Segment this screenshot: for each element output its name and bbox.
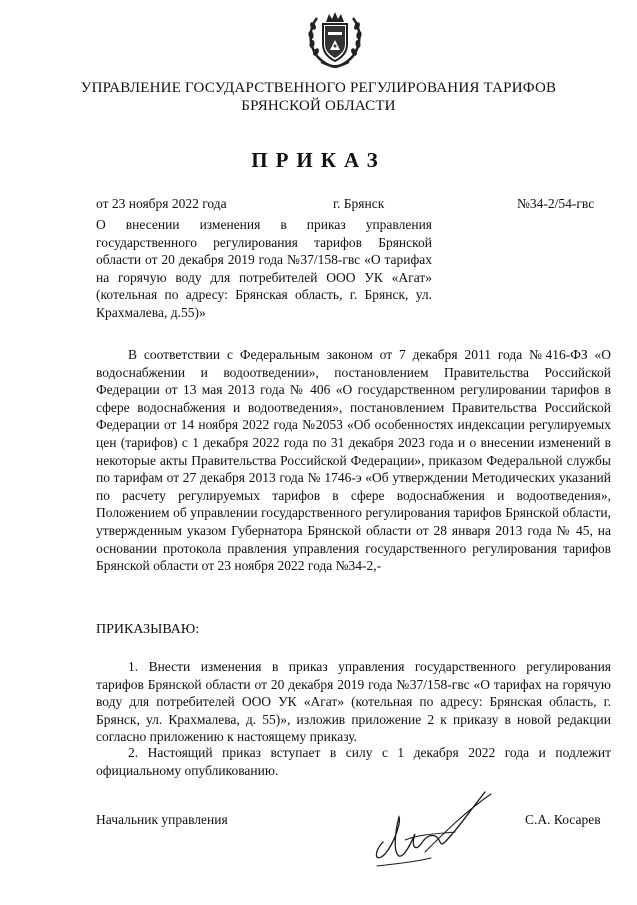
order-city: г. Брянск [333,196,385,211]
order-item-1: 1. Внести изменения в приказ управления государственного регулирования тарифов Брянской области от 20 декабря 2019 года №37/158-гвс «О тарифах на горячую воду для потребителей ООО УК «Агат» (котельная по адресу: Брянская область, г. Брянск, ул. Крахмалева, д. 55)», изложив приложение 2 к приказу в новой редакции согласно приложению к настоящему приказу. [96,659,611,745]
coat-of-arms-icon [303,10,367,72]
order-item-2: 2. Настоящий приказ вступает в силу с 1 декабря 2022 года и подлежит официальному опубликованию. [96,745,611,778]
order-date: от 23 ноября 2022 года [96,196,227,211]
signatory-name: С.А. Косарев [525,812,601,827]
signatory-role: Начальник управления [96,812,228,827]
order-directive-heading: ПРИКАЗЫВАЮ: [96,622,200,637]
order-subject: О внесении изменения в приказ управления государственного регулирования тарифов Брянской области от 20 декабря 2019 года №37/158-гвс «О тарифах на горячую воду для потребителей ООО УК «Агат» (котельная по адресу: Брянская область, г. Брянск, ул. Крахмалева, д.55)» [96,217,432,320]
preamble-paragraph: В соответствии с Федеральным законом от 7 декабря 2011 года №416-ФЗ «О водоснабжении и водоотведении», постановлением Правительства Российской Федерации от 13 мая 2013 года № 406 «О государственном регулировании тарифов в сфере водоснабжения и водоотведения», постановлением Правительства Российской Федерации от 14 ноября 2022 года №2053 «Об особенностях индексации регулируемых цен (тарифов) с 1 декабря 2022 года по 31 декабря 2023 года и о внесении изменений в некоторые акты Правительства Российской Федерации», приказом Федеральной службы по тарифам от 27 декабря 2013 года № 1746-э «Об утверждении Методических указаний по расчету регулируемых тарифов в сфере водоснабжения и водоотведения», Положением об управлении государственного регулирования тарифов Брянской области, утвержденным указом Губернатора Брянской области от 28 января 2013 года № 45, на основании протокола правления управления государственного регулирования тарифов Брянской области от 23 ноября 2022 года №34-2,- [96,347,611,574]
organization-name-line1: УПРАВЛЕНИЕ ГОСУДАРСТВЕННОГО РЕГУЛИРОВАНИЯ ТАРИФОВ [80,80,557,96]
document-title: ПРИКАЗ [251,148,386,172]
handwritten-signature [365,782,495,872]
organization-name-line2: БРЯНСКОЙ ОБЛАСТИ [241,98,396,114]
order-number: №34-2/54-гвс [517,196,595,211]
